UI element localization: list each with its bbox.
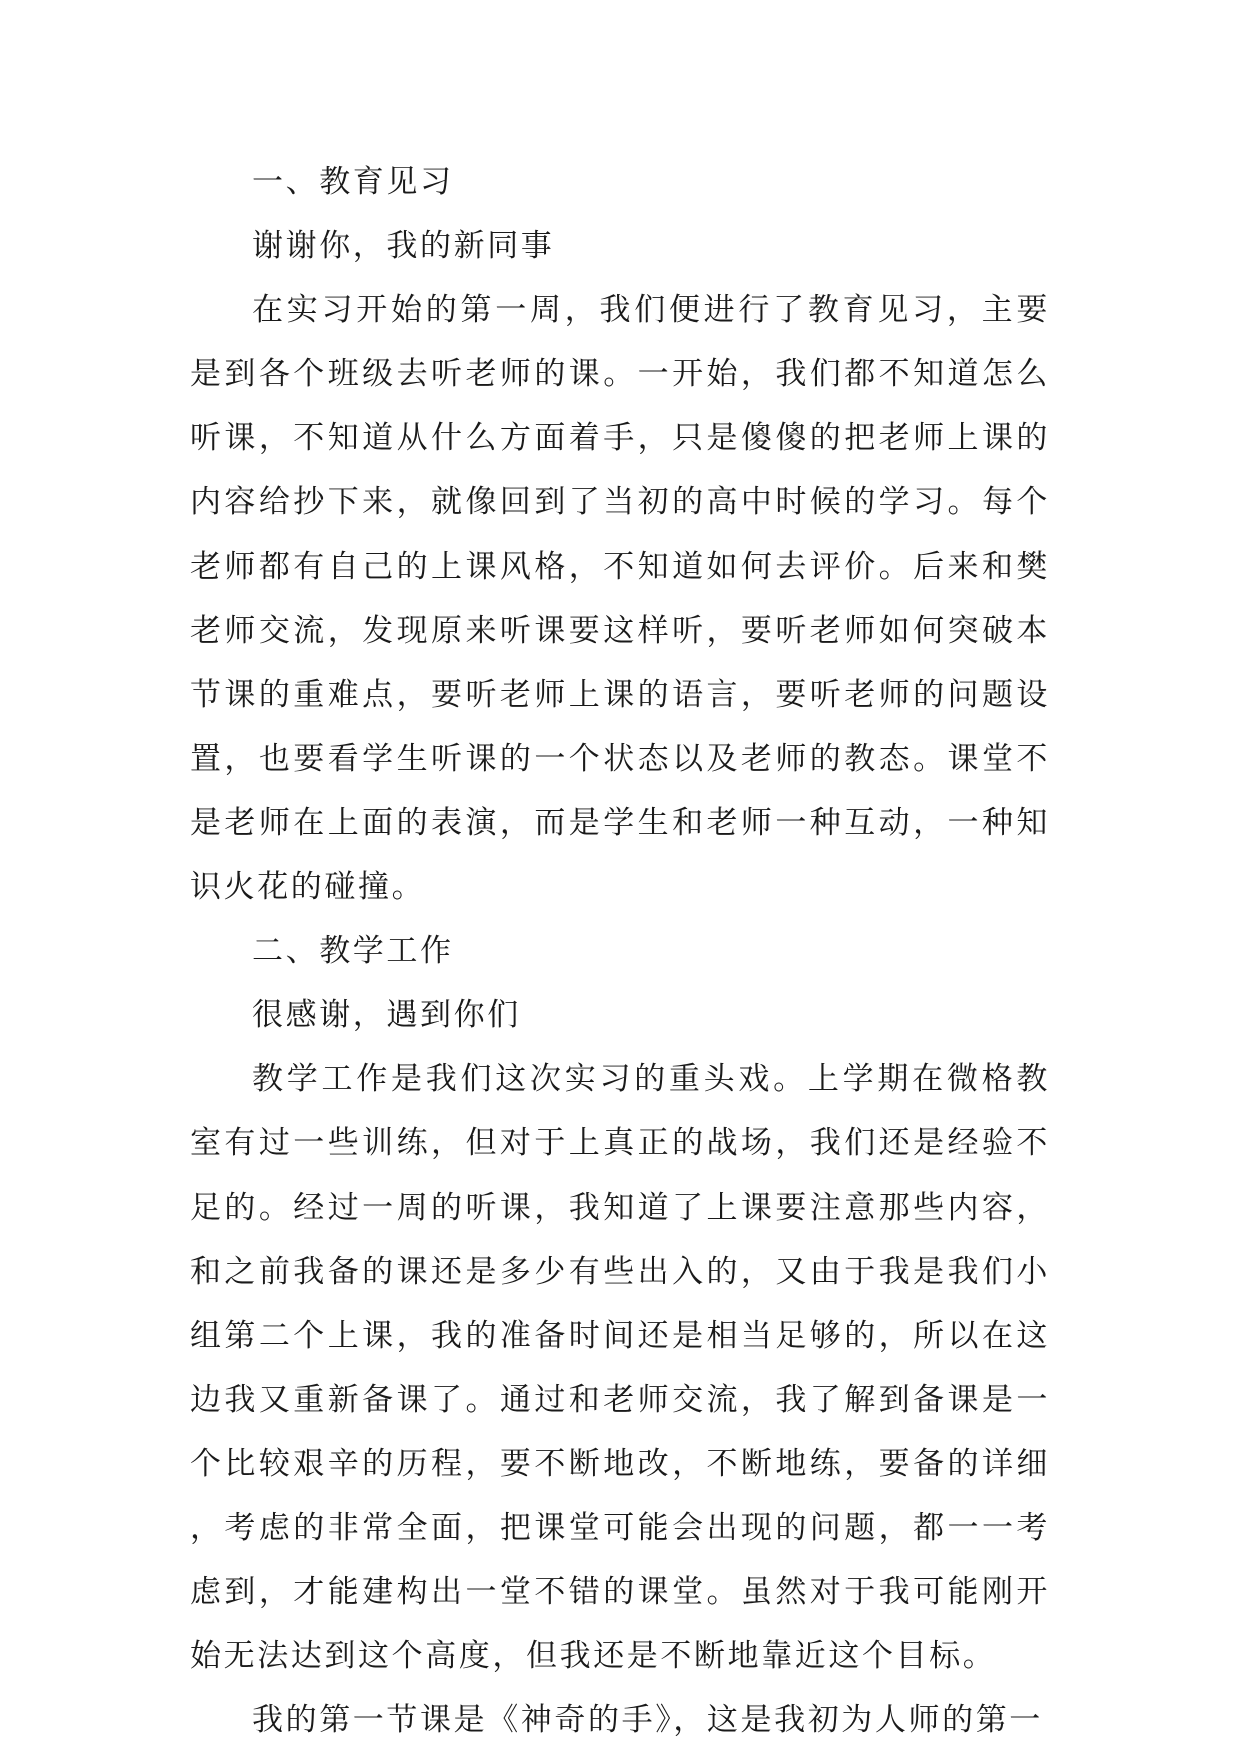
section-heading-teaching-work: 二、教学工作: [252, 933, 454, 970]
subheading-thank-you-students: 很感谢，遇到你们: [252, 997, 521, 1034]
document-body: [190, 150, 1050, 1752]
paragraph-observation-body: 在实习开始的第一周，我们便进行了教育见习，主要是到各个班级去听老师的课。一开始，我们都不知道怎么听课，不知道从什么方面着手，只是傻傻的把老师上课的内容给抄下来，就像回到了当初的高中时候的学习。每个老师都有自己的上课风格，不知道如何去评价。后来和樊老师交流，发现原来听课要这样听，要听老师如何突破本节课的重难点，要听老师上课的语言，要听老师的问题设置，也要看学生听课的一个状态以及老师的教态。课堂不是老师在上面的表演，而是学生和老师一种互动，一种知识火花的碰撞。: [190, 292, 1050, 906]
paragraph-first-lesson: 我的第一节课是《神奇的手》，这是我初为人师的第一: [252, 1702, 1043, 1739]
section-heading-education-observation: 一、教育见习: [252, 164, 454, 200]
paragraph-teaching-body: 教学工作是我们这次实习的重头戏。上学期在微格教室有过一些训练，但对于上真正的战场，我们还是经验不足的。经过一周的听课，我知道了上课要注意那些内容，和之前我备的课还是多少有些出入的，又由于我是我们小组第二个上课，我的准备时间还是相当足够的，所以在这边我又重新备课了。通过和老师交流，我了解到备课是一个比较艰辛的历程，要不断地改，不断地练，要备的详细，考虑的非常全面，把课堂可能会出现的问题，都一一考虑到，才能建构出一堂不错的课堂。虽然对于我可能刚开始无法达到这个高度，但我还是不断地靠近这个目标。: [190, 1061, 1050, 1675]
subheading-thank-you-colleague: 谢谢你，我的新同事: [252, 228, 555, 265]
